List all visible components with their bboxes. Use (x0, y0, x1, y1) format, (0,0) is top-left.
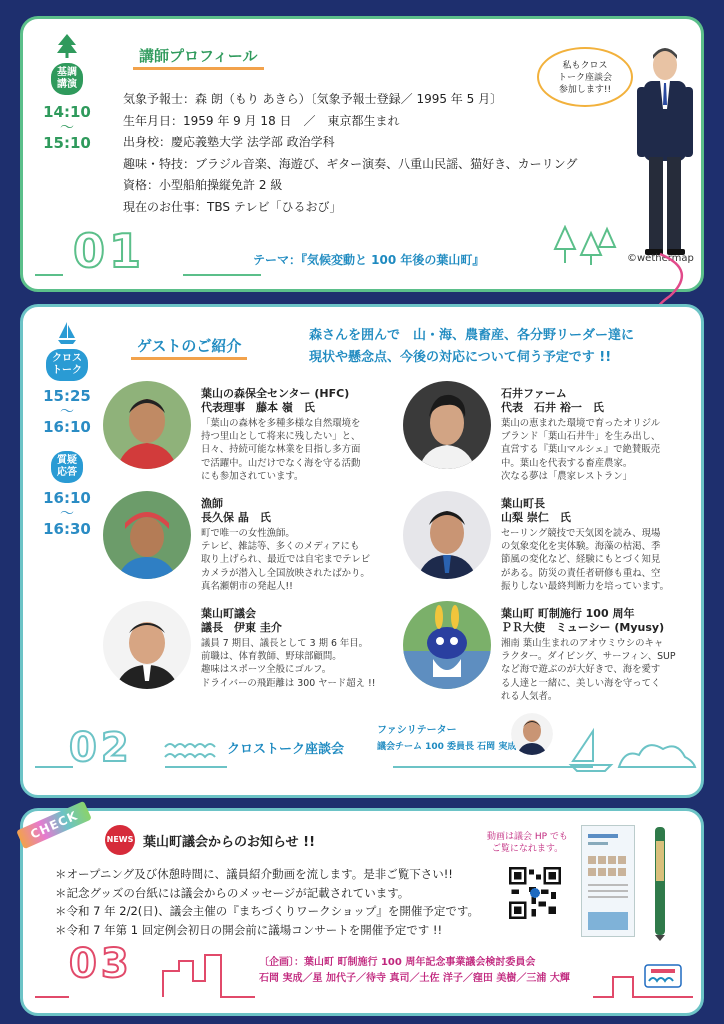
speech-bubble (537, 47, 633, 107)
crosstalk-time-end: 16:10 (43, 418, 91, 436)
guest-organization: 葉山町 町制施行 100 周年 (501, 607, 635, 620)
bubble-line: トーク座談会 (557, 73, 612, 83)
logo-icon (643, 963, 683, 989)
crosstalk-tag (39, 321, 95, 539)
qr-code[interactable] (509, 867, 561, 919)
desc-line: 次なる夢は「農家レストラン」 (501, 470, 632, 482)
news-item: ＊オープニング及び休憩時間に、議員紹介動画を流します。是非ご覧下さい!! (55, 867, 453, 881)
news-item: ＊記念グッズの台紙には議会からのメッセージが記載されています。 (55, 885, 410, 900)
guest-card (103, 491, 403, 591)
news-badge: NEWS (105, 825, 135, 855)
desc-line: 中。葉山を代表する畜産農家。 (501, 457, 633, 469)
guest-name: 山梨 崇仁 氏 (501, 511, 571, 524)
organizer-members: 石岡 実成／星 加代子／待寺 真司／土佐 洋子／窪田 美樹／三浦 大輝 (259, 973, 570, 984)
time-separator: 〜 (60, 404, 74, 420)
guest-organization: 漁師 (201, 497, 223, 510)
facilitator-label: ファシリテーター (377, 725, 457, 736)
desc-line: る人達と一緒に、美しい海を守ってく (501, 677, 661, 689)
guest-photo (103, 601, 191, 689)
guest-photo (403, 381, 491, 469)
guest-name: ＰＲ大使 ミューシー (Myusy) (501, 621, 665, 634)
guest-card (403, 491, 703, 591)
guest-photo (403, 491, 491, 579)
desc-line: がある。防災の責任者研修も重ね、空 (501, 567, 661, 579)
desc-line: ドライバーの飛距離は 300 ヤード超え !! (201, 677, 376, 689)
qr-note-line: ご覧になれます。 (491, 844, 564, 854)
speaker-profile-heading: 講師プロフィール (133, 45, 264, 70)
profile-line: 現在のお仕事：TBS テレビ「ひるおび」 (123, 199, 342, 214)
guest-organization: 石井ファーム (501, 387, 567, 400)
tree-icon (56, 33, 78, 59)
qr-note-line: 動画は議会 HP でも (487, 832, 568, 842)
desc-line: 湘南 葉山生まれのアオウミウシのキャ (501, 638, 664, 649)
pen-image (635, 821, 685, 941)
guest-description (501, 417, 697, 483)
guest-description (501, 637, 697, 703)
crosstalk-badge-line1: クロス (52, 353, 82, 364)
guest-description (501, 527, 697, 593)
flyer-image (581, 825, 635, 937)
news-item: ＊令和 7 年第 1 回定例会初日の開会前に議場コンサートを開催予定です !! (55, 922, 443, 937)
lead-line: 森さんを囲んで 山・海、農畜産、各分野リーダー達に (309, 328, 635, 343)
desc-line: 葉山の恵まれた環境で育ったオリジル (501, 418, 661, 429)
keynote-time-end: 15:10 (43, 134, 91, 152)
desc-line: など海で遊ぶのが大好きで、海を愛す (501, 664, 661, 676)
news-list (55, 865, 479, 939)
desc-line: 前職は、体育教師、野球部顧問。 (201, 651, 342, 663)
keynote-time-start: 14:10 (43, 103, 91, 121)
photo-credit: ©wethermap (627, 253, 694, 264)
desc-line: にも参加されています。 (201, 470, 304, 482)
section-number-03: 03 (69, 941, 133, 987)
crosstalk-badge-line2: トーク (52, 365, 82, 376)
desc-line: 振りしない最終判断力を培っています。 (501, 580, 670, 592)
news-item: ＊令和 7 年 2/2(日)、議会主催の『まちづくりワークショップ』を開催予定です。 (55, 904, 479, 918)
profile-line: 出身校：慶応義塾大学 法学部 政治学科 (123, 135, 335, 149)
guest-card (403, 601, 703, 701)
guest-organization: 葉山の森保全センター (HFC) (201, 387, 350, 400)
guest-photo (103, 491, 191, 579)
news-section (20, 808, 704, 1016)
qa-time-start: 16:10 (43, 489, 91, 507)
keynote-section (20, 16, 704, 292)
section-number-01: 01 (73, 224, 146, 278)
desc-line: 持つ里山として将来に残したい」と、 (201, 431, 361, 443)
facilitator-name: 議会チーム 100 委員長 石岡 実成 (377, 742, 517, 752)
guest-card (103, 601, 403, 701)
guest-card (403, 381, 703, 481)
guest-card (103, 381, 403, 481)
decorative-wave-line (33, 225, 263, 285)
desc-line: 日々、持続可能な林業を目指し多方面 (201, 444, 361, 456)
desc-line: れる人気者。 (501, 690, 558, 702)
profile-line: 資格：小型船舶操縦免許 2 級 (123, 178, 283, 192)
desc-line: 町で唯一の女性漁師。 (201, 528, 295, 539)
mascot-photo (403, 601, 491, 689)
bubble-line: 私もクロス (562, 61, 608, 71)
guest-name: 代表 石井 裕一 氏 (501, 401, 604, 414)
keynote-theme: テーマ：『気候変動と 100 年後の葉山町』 (253, 253, 485, 267)
keynote-badge-line1: 基調 (57, 67, 77, 78)
guest-photo (103, 381, 191, 469)
guest-heading: ゲストのご紹介 (131, 335, 247, 360)
desc-line: 議員 7 期目、議長として 3 期 6 年目。 (201, 638, 369, 649)
facilitator-photo (511, 713, 553, 755)
crosstalk-label: クロストーク座談会 (227, 742, 345, 757)
keynote-badge (51, 63, 83, 95)
time-separator: 〜 (60, 120, 74, 136)
keynote-tag (39, 33, 95, 153)
guest-description (201, 527, 397, 593)
time-separator: 〜 (60, 506, 74, 522)
desc-line: 趣味はスポーツ全般にゴルフ。 (201, 664, 332, 676)
desc-line: の気象変化を実体験。海藻の枯渇、季 (501, 541, 661, 553)
qa-badge-line1: 質疑 (57, 455, 77, 466)
desc-line: 取り上げられ、最近では自宅までテレビ (201, 554, 371, 566)
desc-line: 真名瀬朝市の発起人!! (201, 580, 293, 592)
qr-note (487, 831, 568, 855)
check-banner: CHECK (16, 801, 92, 849)
speaker-profile (123, 89, 577, 218)
news-heading: 葉山町議会からのお知らせ !! (143, 835, 315, 850)
keynote-badge-line2: 講演 (57, 79, 77, 90)
desc-line: で活躍中。山だけでなく海を守る活動 (201, 457, 361, 469)
desc-line: 「葉山の森林を多種多様な自然環境を (201, 418, 361, 429)
decorative-wave-line (33, 725, 697, 785)
profile-line: 趣味・特技：ブラジル音楽、海遊び、ギター演奏、八重山民謡、猫好き、カーリング (123, 156, 578, 171)
qa-badge (51, 451, 83, 483)
guest-name: 長久保 晶 氏 (201, 511, 271, 524)
desc-line: カメラが潜入し全国放映されたばかり。 (201, 567, 370, 579)
trees-icon (551, 225, 617, 267)
qa-time-end: 16:30 (43, 520, 91, 538)
guest-section (20, 304, 704, 798)
desc-line: ブランド「葉山石井牛」を生み出し、 (501, 431, 661, 443)
crosstalk-badge (46, 349, 88, 381)
guest-name: 代表理事 藤本 嶺 氏 (201, 401, 315, 414)
section-number-02: 02 (69, 725, 133, 771)
speaker-photo (635, 39, 695, 259)
guest-name: 議長 伊東 圭介 (201, 621, 282, 634)
qa-badge-line2: 応答 (57, 467, 77, 478)
bubble-line: 参加します!! (558, 85, 612, 95)
organizer-line: 〔企画〕：葉山町 町制施行 100 周年記念事業議会検討委員会 (259, 957, 536, 968)
lead-line: 現状や懸念点、今後の対応について伺う予定です !! (309, 350, 612, 365)
desc-line: 節風の変化など、経験にもとづく知見 (501, 554, 661, 566)
sailboat-icon (56, 321, 78, 345)
desc-line: テレビ、雑誌等、多くのメディアにも (201, 541, 360, 553)
desc-line: セーリング競技で天気図を読み、現場 (501, 528, 661, 539)
guest-description (201, 637, 397, 690)
profile-line: 生年月日：1959 年 9 月 18 日 ／ 東京都生まれ (123, 113, 400, 128)
crosstalk-time-start: 15:25 (43, 387, 91, 405)
guest-organization: 葉山町議会 (201, 607, 256, 620)
desc-line: ラクター。ダイビング、サーフィン、SUP (501, 651, 676, 663)
desc-line: 直営する『葉山マルシェ』で絶賛販売 (501, 444, 660, 456)
profile-line: 気象予報士：森 朗（もり あきら）〔気象予報士登録／ 1995 年 5 月〕 (123, 92, 503, 106)
guest-description (201, 417, 397, 483)
guest-organization: 葉山町長 (501, 497, 545, 510)
guest-lead-text (309, 325, 634, 369)
